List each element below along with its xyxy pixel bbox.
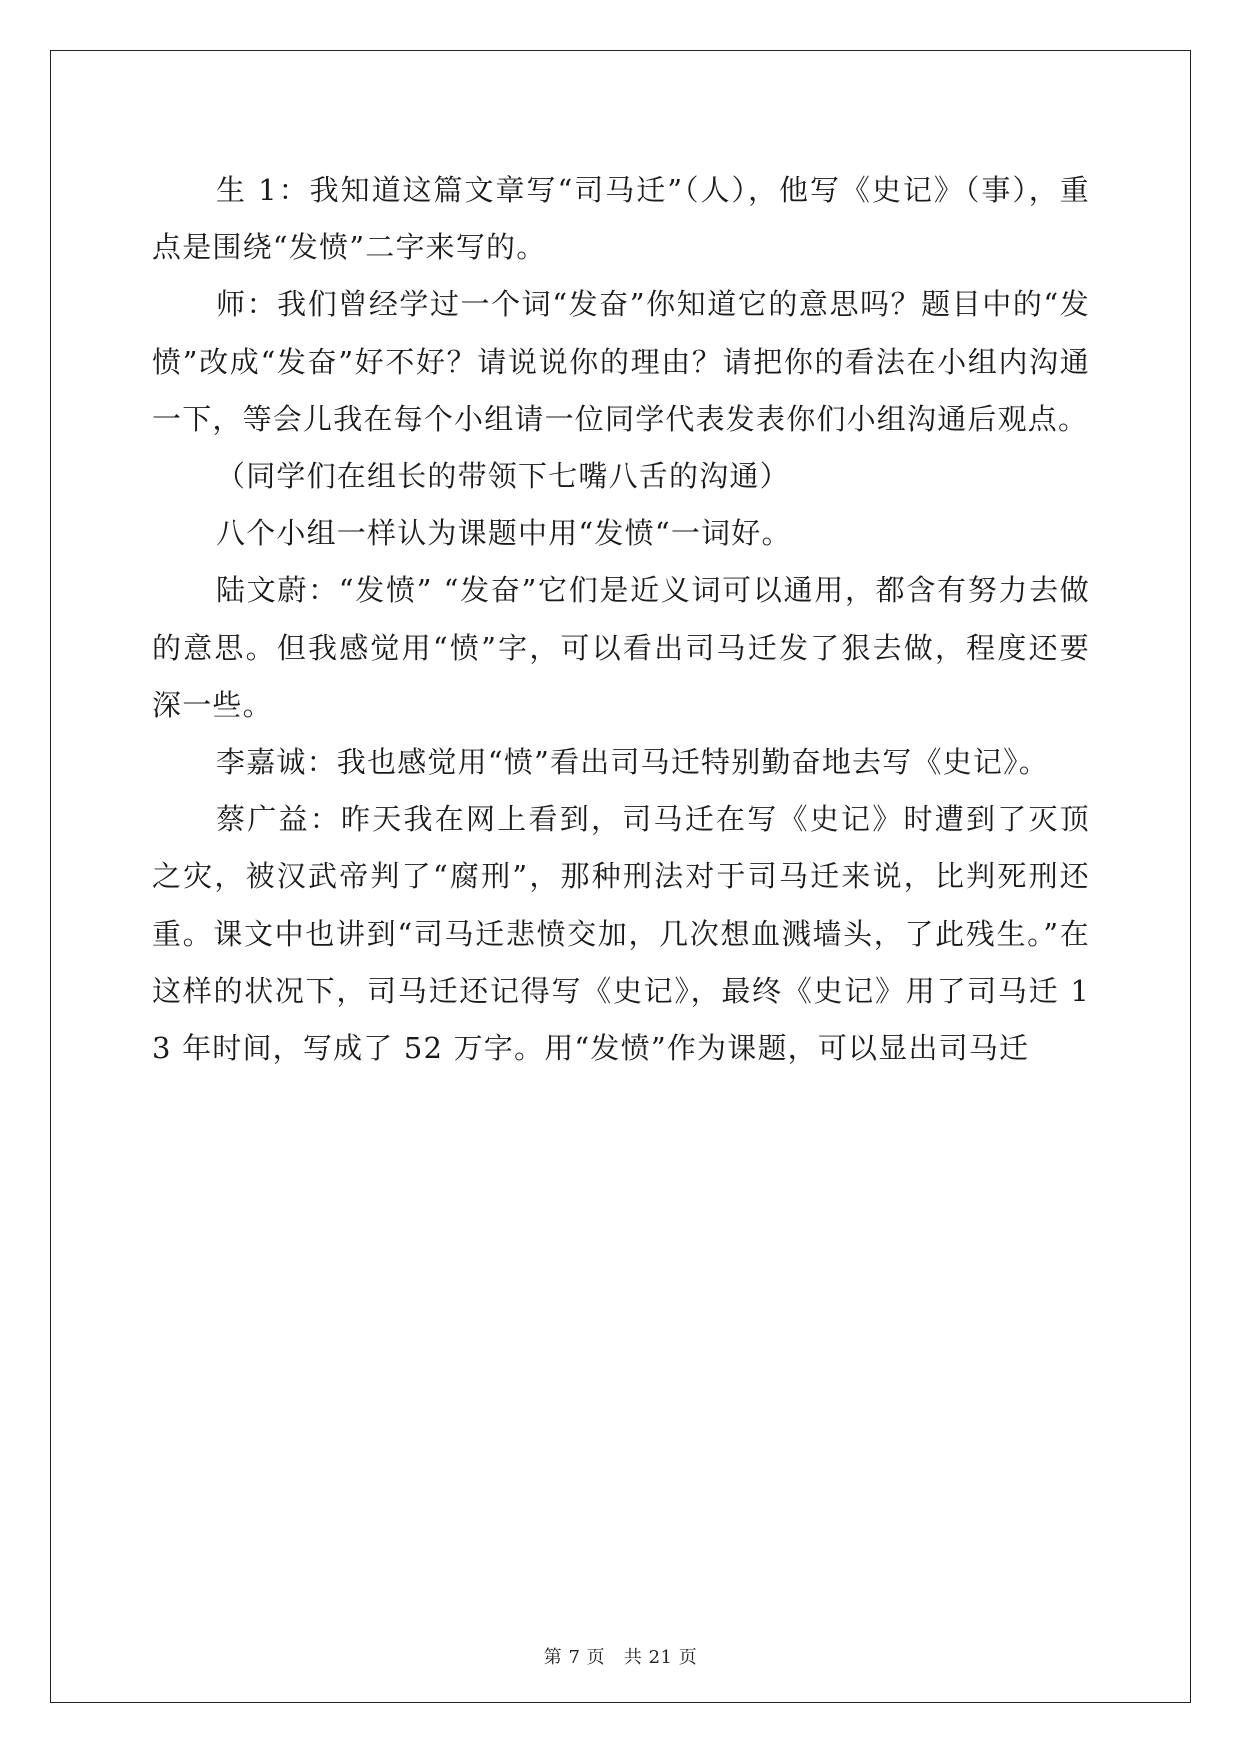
paragraph-3: （同学们在组长的带领下七嘴八舌的沟通） <box>216 459 790 494</box>
paragraph-4: 八个小组一样认为课题中用“发愤“一词好。 <box>216 516 792 551</box>
paragraph-2: 师：我们曾经学过一个词“发奋”你知道它的意思吗？题目中的“发愤”改成“发奋”好不好？请说说你的理由？请把你的看法在小组内沟通一下，等会儿我在每个小组请一位同学代表发表你们小组沟通后观点。 <box>152 287 1090 436</box>
paragraph-6: 李嘉诚：我也感觉用“愤”看出司马迁特别勤奋地去写《史记》。 <box>216 745 1049 780</box>
paragraph-1: 生 1：我知道这篇文章写“司马迁”（人），他写《史记》（事），重点是围绕“发愤”二字来写的。 <box>152 173 1090 265</box>
page-total: 共 21 页 <box>623 1647 698 1668</box>
paragraph-7: 蔡广益：昨天我在网上看到，司马迁在写《史记》时遭到了灭顶之灾，被汉武帝判了“腐刑”，那种刑法对于司马迁来说，比判死刑还重。课文中也讲到“司马迁悲愤交加，几次想血溅墙头，了此残生。”在这样的状况下，司马迁还记得写《史记》，最终《史记》用了司马迁 13 年时间，写成了 52 万字。用“发愤”作为课题，可以显出司马迁 <box>152 802 1090 1066</box>
document-body <box>152 162 1090 1077</box>
paragraph-5: 陆文蔚：“发愤” “发奋”它们是近义词可以通用，都含有努力去做的意思。但我感觉用“愤”字，可以看出司马迁发了狠去做，程度还要深一些。 <box>152 573 1090 722</box>
page-footer <box>0 1643 1241 1669</box>
page-number: 第 7 页 <box>543 1647 606 1668</box>
